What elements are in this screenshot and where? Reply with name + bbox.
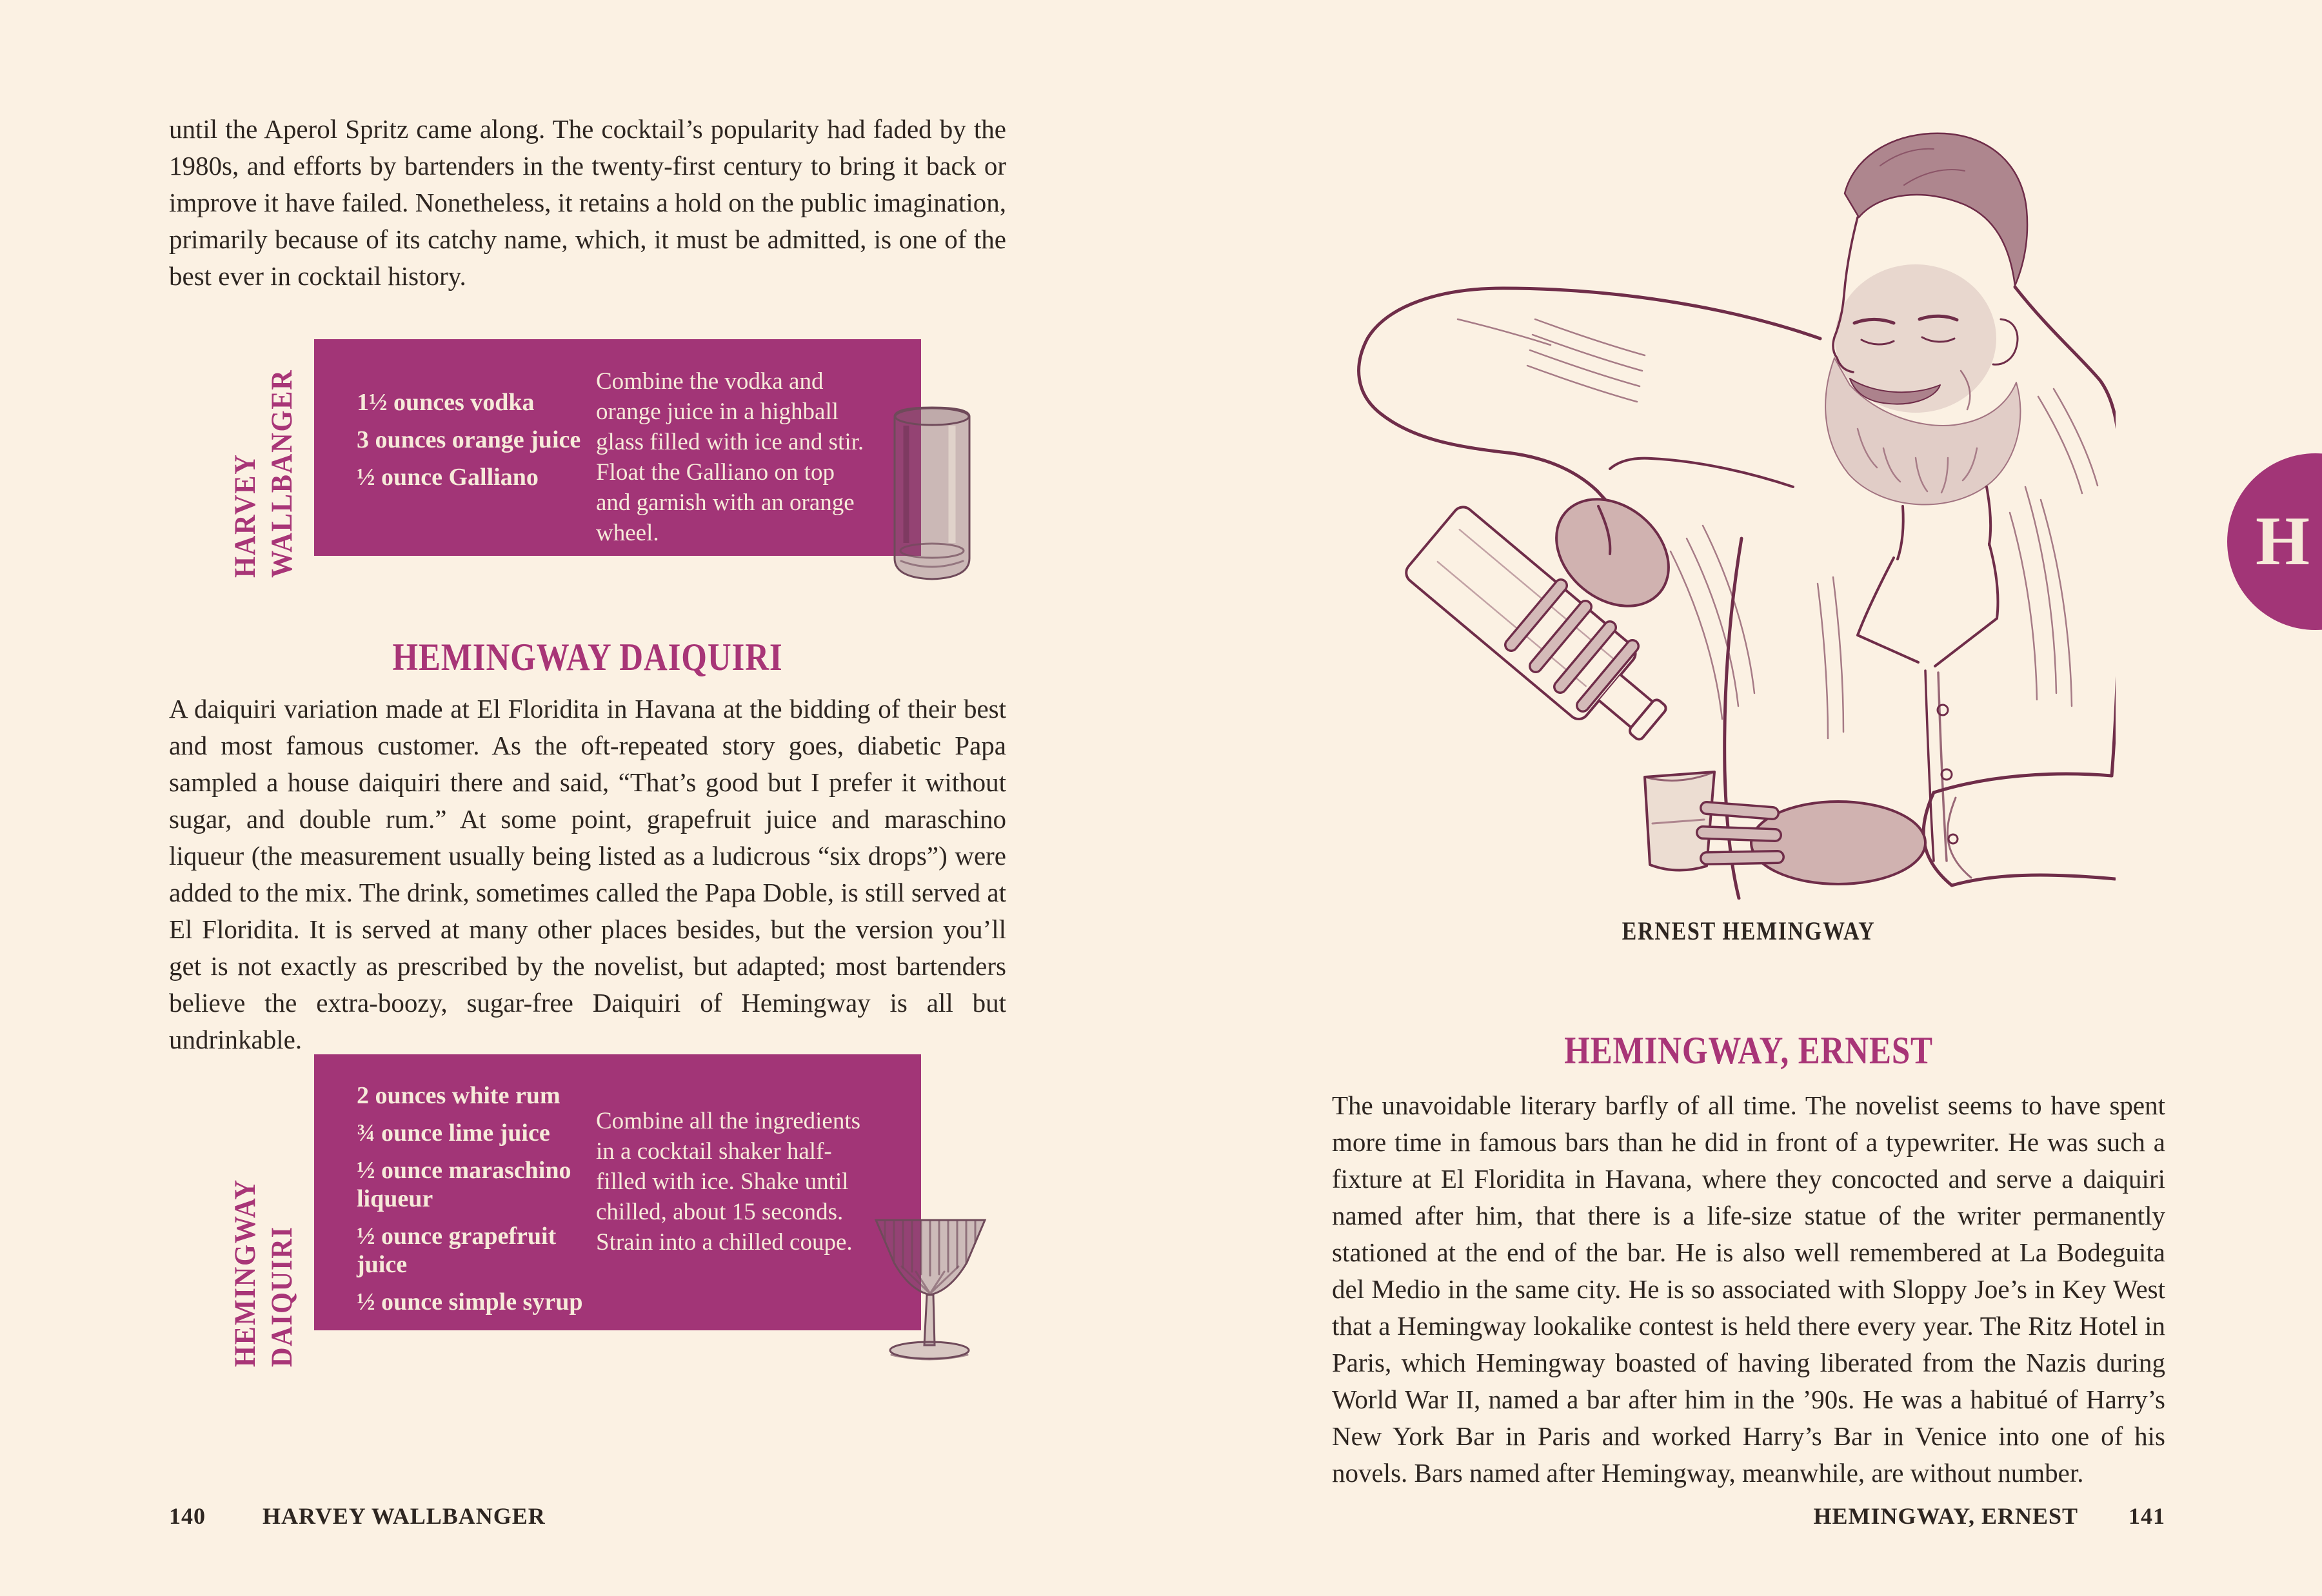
side-label-line: HEMINGWAY [228, 1179, 262, 1367]
ingredient: 1½ ounces vodka [357, 389, 535, 416]
ingredient-list [357, 1081, 584, 1325]
hemingway-illustration [1342, 126, 2116, 900]
ingredient-list [357, 388, 584, 500]
alphabet-tab-letter: H [2256, 503, 2310, 580]
hemingway-ernest-paragraph: The unavoidable literary barfly of all time. The novelist seems to have spent more time in famous bars than he did in front of a typewriter. He was such a fixture at El Floridita in Havana, where they concocted and serve a daiquiri named after him, that there is a life-size statue of the writer permanently stationed at the end of the bar. He is also well remembered at La Bodeguita del Medio in the same city. He is so associated with Sloppy Joe’s in Key West that a Hemingway lookalike contest is held there every year. The Ritz Hotel in Paris, which Hemingway boasted of having liberated from the Nazis during World War II, named a bar after him in the ’90s. He was a habitué of Harry’s New York Bar in Paris and worked Harry’s Bar in Venice into one of his novels. Bars named after Hemingway, meanwhile, are without number. [1332, 1090, 2165, 1488]
ingredient: ¾ ounce lime juice [357, 1119, 550, 1147]
ingredient: ½ ounce Galliano [357, 464, 539, 491]
running-title: HARVEY WALLBANGER [263, 1503, 546, 1529]
left-page-footer [169, 1502, 546, 1530]
recipe-side-label-harvey-wallbanger [227, 172, 301, 578]
entry-heading-hemingway-ernest: HEMINGWAY, ERNEST [1564, 1029, 1933, 1072]
alphabet-tab-h [2227, 453, 2322, 630]
page-number: 141 [2128, 1503, 2165, 1529]
highball-glass-illustration [887, 405, 977, 589]
recipe-side-label-hemingway-daiquiri [227, 961, 301, 1367]
ingredient: 3 ounces orange juice [357, 426, 581, 453]
ingredient: ½ ounce maraschino liqueur [357, 1157, 571, 1212]
illustration-caption: ERNEST HEMINGWAY [1622, 916, 1876, 945]
ingredient: 2 ounces white rum [357, 1082, 561, 1109]
hemingway-daiquiri-paragraph: A daiquiri variation made at El Floridita in Havana at the bidding of their best and most famous customer. As the oft-repeated story goes, diabetic Papa sampled a house daiquiri there and said, “That’s good but I prefer it without sugar, and double rum.” At some point, grapefruit juice and maraschino liqueur (the measurement usually being listed as a ludicrous “six drops”) were added to the mix. The drink, sometimes called the Papa Doble, is still served at El Floridita. It is served at many other places besides, but the version you’ll get is not exactly as prescribed by the novelist, but adapted; most bartenders believe the extra-boozy, sugar-free Daiquiri of Hemingway is all but undrinkable. [169, 694, 1006, 1054]
side-label-line: DAIQUIRI [265, 1226, 299, 1367]
ingredient: ½ ounce simple syrup [357, 1288, 583, 1315]
page-number: 140 [169, 1503, 206, 1529]
recipe-card-harvey-wallbanger [314, 339, 921, 556]
intro-paragraph: until the Aperol Spritz came along. The cocktail’s popularity had faded by the 1980s, and efforts by bartenders in the twenty-first century to bring it back or improve it have failed. Nonetheless, it retains a hold on the public imagination, primarily because of its catchy name, which, it must be admitted, is one of the best ever in cocktail history. [169, 114, 1006, 291]
right-page-footer [1332, 1502, 2165, 1530]
side-label-line: WALLBANGER [265, 369, 299, 578]
recipe-instructions: Combine all the ingredients in a cocktail shaker half-filled with ice. Shake until chilled, about 15 seconds. Strain into a chilled coupe. [596, 1108, 860, 1256]
entry-heading-hemingway-daiquiri: HEMINGWAY DAIQUIRI [392, 636, 783, 678]
recipe-card-hemingway-daiquiri [314, 1054, 921, 1330]
recipe-instructions: Combine the vodka and orange juice in a highball glass filled with ice and stir. Float the Galliano on top and garnish with an orange wheel. [596, 368, 864, 546]
ingredient: ½ ounce grapefruit juice [357, 1223, 557, 1278]
coupe-glass-illustration [871, 1212, 991, 1385]
running-title: HEMINGWAY, ERNEST [1813, 1503, 2078, 1529]
side-label-line: HARVEY [228, 453, 262, 578]
